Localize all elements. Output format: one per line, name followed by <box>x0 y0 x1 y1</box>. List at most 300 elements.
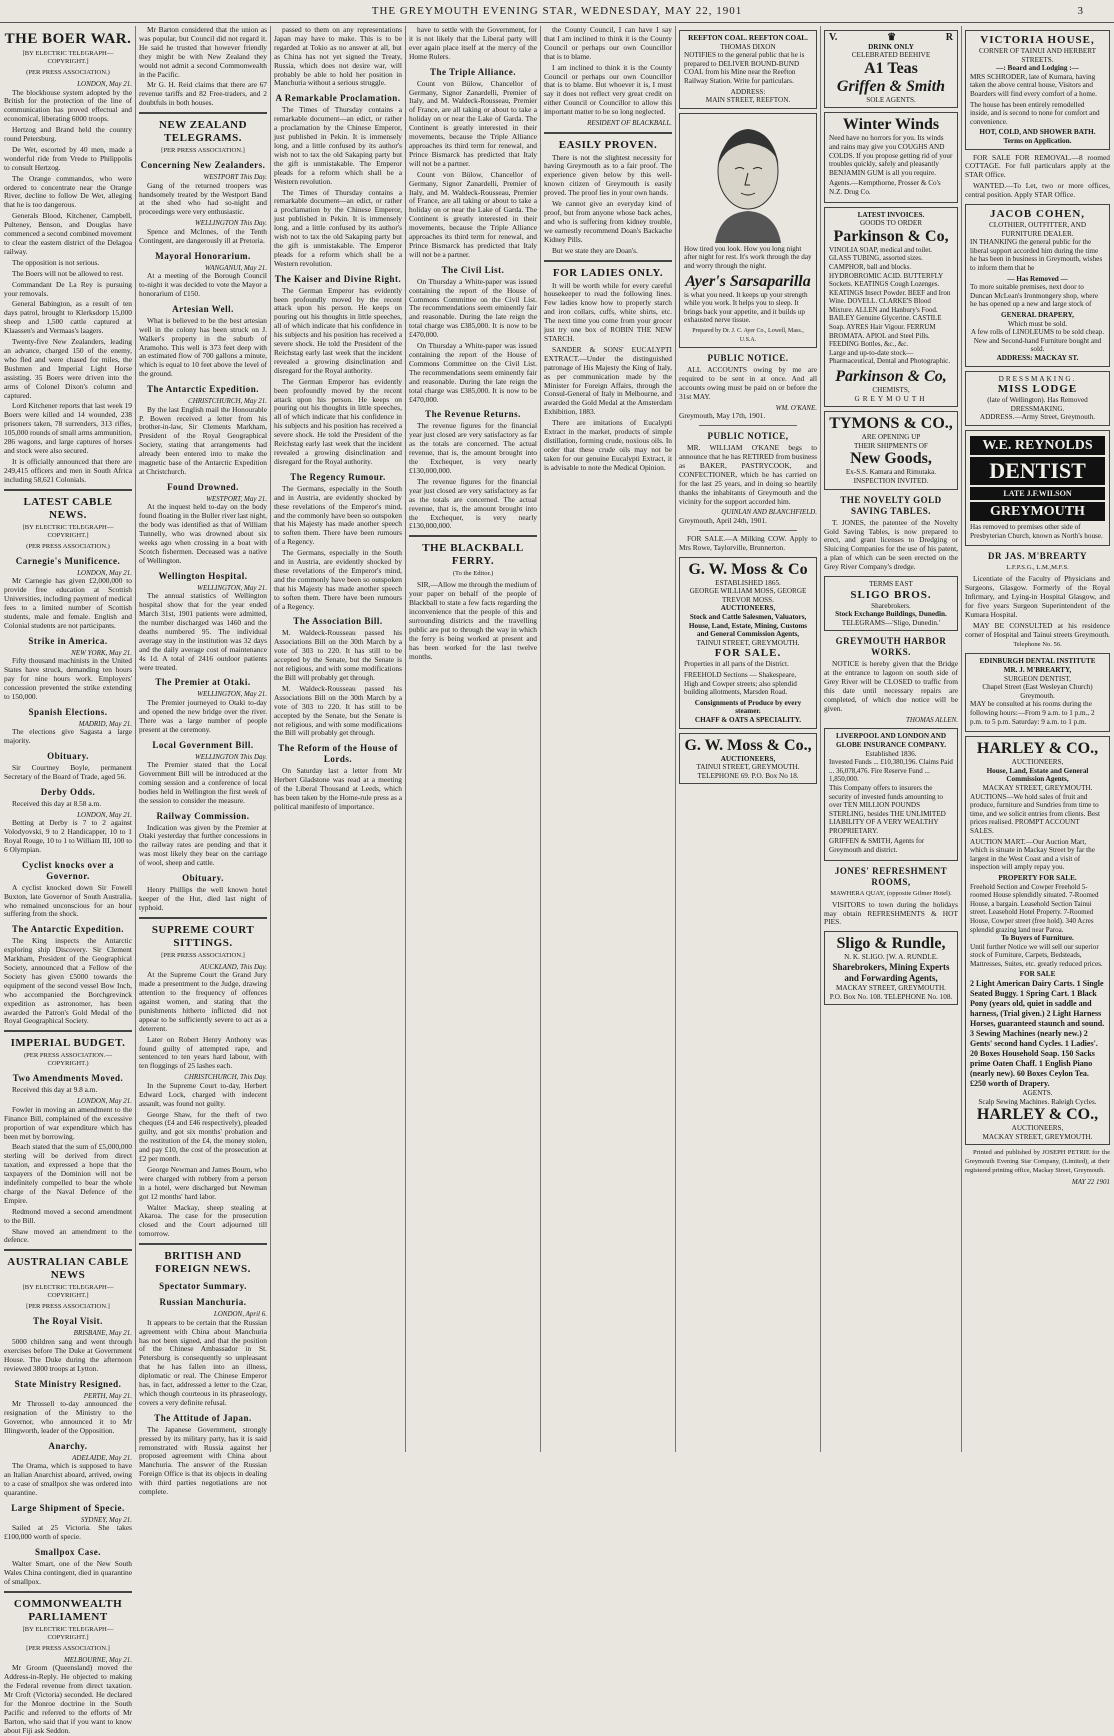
paragraph: In the Supreme Court to-day, Herbert Edward Lock, charged with indecent assault, was found not guilty. <box>139 1080 267 1108</box>
headline-blackball-ferry: THE BLACKBALL FERRY. <box>422 542 524 568</box>
dateline: CHRISTCHURCH, May 21. <box>188 397 267 406</box>
paragraph: The Germans, especially in the South and in Austria, are evidently shocked by these revelations of the Emperor's mind, and the commonly have been so outspoken that his Majesty has made another speech to soften them. There have been rumours of a Regency. <box>274 548 402 611</box>
dateline: WELLINGTON, May 21. <box>197 690 267 699</box>
subhead: The Association Bill. <box>293 616 383 627</box>
paragraph: The Orama, which is supposed to have an Italian Anarchist aboard, arrived, owing to a case of smallpox she was ordered into quarantine. <box>4 1461 132 1497</box>
notice-title: THE NOVELTY GOLD SAVING TABLES. <box>840 494 942 516</box>
column-7 <box>824 26 958 1452</box>
ad-text: FREEHOLD Sections — Shakespeare, High and Cowper streets; also splendid building allotments, Marsden Road. <box>684 671 797 697</box>
paragraph: There are imitations of Eucalypti Extract in the market, products of simple distillation, forming crude, noxious oils. In order that these crude oils may not be taken for our genuine Eucalypti Extract, it is advisable to note the Medical Opinion. <box>544 418 672 472</box>
paragraph: The Boers will not be allowed to rest. <box>12 268 124 278</box>
paragraph: De Wet, escorted by 40 men, made a wonderful ride from Vrede to Philippolis to consult Hertzog. <box>4 144 132 172</box>
ad-text: — Has Removed — <box>1007 274 1068 283</box>
ad-text: SOLE AGENTS. <box>866 95 916 104</box>
dateline: ADELAIDE, May 21. <box>72 1453 132 1462</box>
notice-title: JONES' REFRESHMENT ROOMS, <box>834 865 948 887</box>
ad-jacob-cohen <box>965 204 1110 367</box>
byline: [BY ELECTRIC TELEGRAPH—COPYRIGHT.] <box>22 50 114 65</box>
ad-text: AUCTIONEERS, <box>1011 758 1064 767</box>
ad-text: Ex-S.S. Kamara and Rimutaka. <box>845 468 937 477</box>
paragraph: We cannot give an everyday kind of proof, but from anyone whose back aches, and who is suffering from kidney trouble, we earnestly recommend Doan's Backache Kidney Pills. <box>544 199 672 244</box>
ad-text: FOR SALE <box>1019 970 1056 979</box>
ad-text: CHEMISTS, <box>872 386 910 395</box>
paragraph: Beach stated that the sum of £5,000,000 sterling will be derived from direct taxation, and expressed a hope that the taxpayers of the Dominion will not be indefinitely compelled to bear the whole charge of the Naval Defence of the Empire. <box>4 1142 132 1205</box>
dateline: LONDON, May 21. <box>77 568 132 577</box>
paragraph: SIR,—Allow me through the medium of your paper on behalf of the people of Blackball to state a few facts regarding the inconvenience that the people of this and surrounding districts and the travelling public are put to through the way in which the ferry is being worked at present and has been worked for the last twelve months. <box>409 580 537 661</box>
ad-text: New and Second-hand Furniture bought and sold. <box>973 336 1102 354</box>
ad-text: Stock and Cattle Salesmen, Valuators, House, Land, Estate, Mining, Customs and General Commission Agents, <box>688 613 808 639</box>
subhead: Concerning New Zealanders. <box>140 160 266 171</box>
royal-cipher <box>829 34 953 43</box>
ad-liverpool-insurance <box>824 728 958 860</box>
subhead: The Premier at Otaki. <box>155 677 251 688</box>
signature: QUINLAN AND BLANCHFIELD. <box>721 508 817 517</box>
ad-title: W.E. REYNOLDS <box>970 436 1105 455</box>
paragraph: the County Council, I can have I say that I am inclined to think it is the County Council or perhaps our own Councillor that is to blame. <box>544 25 672 61</box>
ad-title: VICTORIA HOUSE, <box>980 34 1095 46</box>
paragraph: Later on Robert Henry Anthony was found guilty of attempted rape, and sentenced to ten years hard labour, with ten floggings of 25 lashes each. <box>139 1034 267 1071</box>
ad-text: PROPERTY FOR SALE. <box>998 873 1077 882</box>
divider <box>409 535 537 537</box>
headline-boer-war: THE BOER WAR. <box>4 31 132 47</box>
ad-text: MACKAY STREET, GREYMOUTH. <box>982 784 1093 792</box>
subhead: Carnegie's Munificence. <box>15 555 121 566</box>
ad-text: Properties in all parts of the District. <box>684 660 789 669</box>
ad-subtitle: FOR SALE. <box>714 647 782 660</box>
ad-title: HARLEY & CO., <box>976 740 1099 758</box>
signature: THOMAS ALLEN. <box>906 715 958 724</box>
dateline: WELLINGTON This Day. <box>194 219 267 228</box>
column-rule <box>540 26 541 1452</box>
paragraph: The Japanese Government, strongly pressed by its military party, has it is said remonstrated with Russia against her proposed agreement with China about Manchuria. The answer of the Russian Foreign Office is that its objects in dealing with third parties negotiations are not complete. <box>139 1424 267 1497</box>
subhead: Wellington Hospital. <box>158 570 248 581</box>
dateline: WESTPORT, May 21. <box>206 494 267 503</box>
paragraph: Count von Bülow, Chancellor of Germany, Signor Zanardelli, Premier of Italy, and M. Waldeck-Rousseau, Premier of France, are all taking or about to take a holiday on or near the Lake of Garda. The Continent is greatly interested in their movements, because the Triple Alliance approaches its third term for renewal, and Prince Bismarck has predicted that Italy will not be a partner. <box>409 169 537 259</box>
paragraph: The revenue figures for the financial year just closed are very satisfactory as far as the totals are concerned. The actual revenue, that is, the amount brought into the Exchequer, is very nearly £130,000,000. <box>409 421 537 475</box>
ad-text: GREYMOUTH <box>970 502 1105 521</box>
subhead: The Reform of the House of Lords. <box>278 743 398 765</box>
subhead: State Ministry Resigned. <box>14 1378 122 1389</box>
ad-text: Chapel Street (East Wesleyan Church) Greymouth. <box>982 683 1093 700</box>
masthead-title: THE GREYMOUTH EVENING STAR, WEDNESDAY, MAY 22, 1901 <box>371 5 743 17</box>
ad-text: ARE OPENING UP <box>861 433 921 442</box>
ad-text: DRINK ONLY <box>868 42 914 51</box>
crown-icon: ♛ <box>887 32 897 43</box>
ad-text: MR. J. M'BREARTY, <box>1003 666 1072 675</box>
paragraph: The revenue figures for the financial year just closed are very satisfactory as far as the totals are concerned. The actual revenue, that is, the amount brought into the Exchequer, is very nearly £130,000,000. <box>409 476 537 531</box>
qualifications: L.F.P.S.G., L.M.,M.F.S. <box>1006 564 1069 572</box>
column-rule <box>270 26 271 1452</box>
dateline: WESTPORT This Day. <box>203 173 267 182</box>
paragraph: Mr Barton considered that the union as was popular, but Council did not regard it. He said he trusted that however friendly they might be with New Zealand they would not admit a second Commonwealth in the Pacific. <box>139 25 267 79</box>
ad-text: LATE J.F.WILSON <box>970 487 1105 500</box>
ad-text: MRS SCHRODER, late of Kumara, having taken the above central house, Visitors and Boarders will find every comfort of a home. <box>970 72 1097 98</box>
paragraph: At a meeting of the Borough Council to-night it was decided to vote the Mayor a honorarium of £150. <box>139 271 267 298</box>
headline-nz-telegrams: NEW ZEALAND TELEGRAMS. <box>158 119 248 145</box>
woman-portrait-illustration <box>705 121 791 243</box>
column-rule <box>675 26 676 1452</box>
ad-text: AUCTIONEERS, <box>720 754 776 763</box>
paragraph: VISITORS to town during the holidays may obtain REFRESHMENTS & HOT PIES. <box>824 899 958 927</box>
dateline: LONDON, May 21. <box>77 810 132 819</box>
ad-title: G. W. Moss & Co <box>688 560 808 578</box>
ad-title: HARLEY & CO., <box>976 1106 1099 1124</box>
paragraph: George Newman and James Bourn, who were charged with robbery from a person in a hotel, were discharged but Newman got 12 months' hard labor. <box>139 1164 267 1201</box>
ad-title: MISS LODGE <box>997 383 1078 396</box>
subhead: The Kaiser and Divine Right. <box>274 273 402 284</box>
paragraph: 5000 children sang and went through exercises before The Duke at Government House. The Duke during the afternoon reviewed 3800 troops at Lytton. <box>4 1336 132 1373</box>
ad-text: GRIFFEN & SMITH, Agents for Greymouth and district. <box>829 837 925 855</box>
paragraph: Fowler in moving an amendment to the Finance Bill, complained of the excessive proportion of war expenditure which has been met by borrowing. <box>4 1104 132 1141</box>
paragraph: FOR SALE.—A Milking COW. Apply to Mrs Rowe, Taylorville, Brunnerton. <box>679 533 817 552</box>
subhead: Smallpox Case. <box>34 1547 101 1558</box>
subhead: Spanish Elections. <box>28 706 108 717</box>
ad-text: ADDRESS.—Army Street, Greymouth. <box>979 413 1096 422</box>
ad-harley <box>965 736 1110 1145</box>
paragraph: Mr Groom (Queensland) moved the Address-in-Reply. He objected to making the Federal revenue from direct taxation. Mr Croft (Victoria) seconded. He declared for the Monroe doctrine in the South Pacific and referred to the efforts of Mr Barton, who said that if you want to know about Fiji ask Seddon. <box>4 1663 132 1735</box>
paragraph: I am inclined to think it is the County Council or perhaps our own Councillor that is to blame. But whoever it is, I must say it does not reflect very great credit on either Council or Councillor to allow this important matter to be so long neglected. <box>544 62 672 117</box>
ad-winter-winds <box>824 112 958 202</box>
ad-text: TERMS EAST <box>869 580 913 589</box>
ad-title: Ayer's Sarsaparilla <box>685 272 811 290</box>
column-6 <box>679 26 817 1452</box>
ad-title: JACOB COHEN, <box>989 208 1086 221</box>
ad-text: SURGEON DENTIST, <box>1004 674 1071 683</box>
ad-name: THOMAS DIXON <box>720 42 776 51</box>
ad-text: TELEPHONE 69. P.O. Box No 18. <box>697 771 799 780</box>
paragraph: M. Waldeck-Rousseau passed his Associations Bill on the 30th March by a vote of 303 to 220. It has still to be accepted by the Senate, but the Senate is not religious, and with some modifications the Bill will probably get through. <box>274 683 402 738</box>
dateline: MADRID, May 21. <box>78 719 132 728</box>
ad-text: To more suitable premises, next door to Duncan McLean's Ironmongery shop, where he has opened up a new and large stock of <box>970 283 1099 309</box>
paragraph: have to settle with the Government, for it is not likely that the Liberal party will ever again place itself at the mercy of the Home Rulers. <box>409 25 537 61</box>
ad-title: Winter Winds <box>842 116 940 134</box>
paragraph: SANDER & SONS' EUCALYPTI EXTRACT.—Under the distinguished patronage of His Majesty the King of Italy, as per communication made by the Minister for Foreign Affairs, through the Consul-General of Italy in Melbourne, and awarded the Gold Medal at the Amsterdam Exhibition, 1883. <box>544 344 672 417</box>
ad-sligo-bros <box>824 576 958 631</box>
cipher-letter: V. <box>829 32 838 43</box>
sale-list: 2 Light American Dairy Carts. 1 Single Seated Buggy. 1 Spring Cart. 1 Black Pony (years old, quiet in saddle and harness, (Trial given.) 2 Light Harness Horses, guaranteed staunch and sound. 3 Sewing Machines (nearly new.) 2 Gents' second hand Cycles. 1 Ladies'. 20 Boxes Household Soap. 150 Sacks prime Oaten Chaff. 1 English Piano (nearly new). 60 Boxes Ceylon Tea. £250 worth of Drapery. <box>970 979 1105 1089</box>
column-2 <box>139 25 267 1497</box>
ad-text: AUCTIONEERS, <box>720 604 776 613</box>
paragraph: Mr G. H. Reid claims that there are 67 revenue tariffs and 82 Free-traders, and 2 doubtfuls in both houses. <box>139 80 267 108</box>
dateline: LONDON, April 6. <box>213 1310 267 1319</box>
paragraph: Lord Kitchener reports that last week 19 Boers were killed and 14 wounded, 238 prisoners taken, 78 surrenders, 313 rifles, 105,000 rounds of small arms ammunition, 286 wagons, and large captures of horses and stock were also secured. <box>4 401 132 455</box>
paragraph: It is officially announced that there are 249,415 officers and men in South Africa including 58,621 Colonials. <box>4 456 132 484</box>
ad-text: IN THANKING the general public for the liberal support accorded him during the time he has been in business in Greymouth, wishes to inform them that he <box>970 238 1103 273</box>
subhead: Obituary. <box>182 873 224 884</box>
paragraph: Licentiate of the Faculty of Physicians and Surgeons, Glasgow. Formerly of the Royal Infirmary, and Lying-in Hospital Glasgow, and for five years Surgeon Superintendent of the Kumara Hospital. <box>965 574 1110 619</box>
headline-commonwealth: COMMONWEALTH PARLIAMENT <box>13 1597 123 1623</box>
imprint-date: MAY 22 1901 <box>1071 1178 1110 1187</box>
ad-text: CORNER OF TAINUI AND HERBERT STREETS. <box>978 47 1097 64</box>
byline: [PER PRESS ASSOCIATION.] <box>161 147 245 155</box>
notice-title: PUBLIC NOTICE. <box>707 353 789 364</box>
column-8 <box>965 26 1110 1452</box>
ad-text: This Company offers to insurers the security of invested funds amounting to over TEN MILLION POUNDS STERLING, besides THE UNLIMITED LIABILITY OF A VERY WEALTHY PROPRIETARY. <box>829 783 946 835</box>
paragraph: At the inquest held to-day on the body found floating in the Buller river last night, the body was identified as that of William Tunnelly, who was drowned about six weeks ago when crossing in a boat with Scotch fishermen. Deceased was a native of Wellington. <box>139 502 267 565</box>
dateline: MELBOURNE, May 21. <box>63 1655 132 1664</box>
ad-text: Established 1836. <box>865 749 917 758</box>
paragraph: Twenty-five New Zealanders, leading an advance, charged 150 of the enemy, who fled and were chased for miles, the Bushmen and Imperial Light Horse assisting. 35 Boers were driven into the arms of Colonel Dixon's column and captured. <box>4 337 132 400</box>
divider <box>544 132 672 134</box>
dateline: LONDON, May 21. <box>77 80 132 88</box>
paragraph: The Orange commandos, who were ordered to concentrate near the Orange River, decline to follow De Wet, alleging that he is too dangerous. <box>4 173 132 210</box>
ad-text: MACKAY STREET, GREYMOUTH. <box>836 983 946 992</box>
dateline: WELLINGTON, May 21. <box>197 583 267 592</box>
paragraph: Mr Carnegie has given £2,000,000 to provide free education at Scottish Universities, including payment of medical fees to a limited number of Scottish students, male and female. English and Colonial students are not participants. <box>4 576 132 630</box>
subhead: Local Government Bill. <box>152 739 254 750</box>
subhead: Railway Commission. <box>156 810 250 821</box>
ad-text: LATEST INVOICES. <box>857 210 925 219</box>
ad-title: Parkinson & Co, <box>833 227 949 245</box>
dateline: PERTH, May 21. <box>83 1391 132 1400</box>
ad-text: INSPECTION INVITED. <box>853 477 929 485</box>
ad-title: Parkinson & Co, <box>835 368 947 386</box>
ad-title: SLIGO BROS. <box>850 588 932 601</box>
column-1 <box>4 26 132 1735</box>
subhead: Mayoral Honorarium. <box>155 250 251 261</box>
ad-reynolds-dentist <box>965 430 1110 546</box>
headline-british-foreign: BRITISH AND FOREIGN NEWS. <box>155 1250 251 1276</box>
ad-text: Stock Exchange Buildings, Dunedin. <box>835 610 947 619</box>
product-list: VINOLIA SOAP, medical and toilet. GLASS TUBING, assorted sizes. CAMPHOR, ball and blocks. HYDROBROMIC ACID. BUTTERFLY Sockets. KEATINGS Cough Lozenges. KEATINGS Insect Powder. BEEF and Iron Wine. DOVELL. CLARKE'S Blood Mixture. ALLEN and Hanbury's Food. BAILEY Genuine Glycerine. CASTILE Soap. AYRES Hair Vigour. FERRUM BROMATA. APIOL and Steel Pills. FEEDING Bottles, &c., &c. <box>829 245 951 349</box>
subhead: The Regency Rumour. <box>290 471 386 482</box>
ad-text: is what you need. It keeps up your strength while you work. It helps you to sleep. It brings back your appetite, and it builds up exhausted nerve tissue. <box>684 290 808 325</box>
ad-text: GEORGE WILLIAM MOSS, GEORGE TREVOR MOSS. <box>689 587 807 604</box>
ad-text: AUCTIONEERS, <box>1011 1124 1064 1133</box>
divider <box>4 489 132 491</box>
column-rule <box>820 26 821 1452</box>
paragraph: There is not the slightest necessity for having Greymouth as to a fair proof. The experience given below by this well-known citizen of Greymouth is easily proved. The proof lies in your own hands. <box>544 152 672 198</box>
divider <box>699 530 797 531</box>
paragraph: The King inspects the Antarctic exploring ship Discovery. Sir Clement Markham, President of the Geographical Society, announced that a Fellow of the Society has given £5000 towards the equipment of the second vessel Bow Inch, who accompanied the Borchgrevinck expedition as astronomer, has been awarded the Patron's Gold Medal of the Royal Geographical Society. <box>4 936 132 1026</box>
ad-victoria-house <box>965 30 1110 150</box>
page-number: 3 <box>1077 5 1084 17</box>
ad-title: EDINBURGH DENTAL INSTITUTE <box>979 657 1096 666</box>
ad-text: A few rolls of LINOLEUMS to be sold cheap. <box>970 328 1105 337</box>
dateline: Greymouth, May 17th, 1901. <box>679 411 766 421</box>
headline-imperial-budget: IMPERIAL BUDGET. <box>10 1037 126 1050</box>
subhead: A Remarkable Proclamation. <box>275 93 401 104</box>
paragraph: General Babington, as a result of ten days patrol, brought to Klerksdorp 15,000 sheep and 1,500 cattle captured at Klaassen's and Vermaas's laagers. <box>4 299 132 336</box>
ad-text: GREYMOUTH <box>854 394 928 403</box>
paragraph: On Saturday last a letter from Mr Herbert Gladstone was read at a meeting of the Liberal Thousand at Leeds, which has been taken by the Home-rule press as a political manifesto of importance. <box>274 766 402 811</box>
dateline: AUCKLAND, This Day. <box>200 962 267 971</box>
ad-text: GOODS TO ORDER <box>859 219 923 228</box>
subhead: Artesian Well. <box>172 303 234 314</box>
paragraph: A cyclist knocked down Sir Fowell Buxton, late Governor of South Australia, who remained unconscious for an hour suffering from the shock. <box>4 882 132 919</box>
subhead: The Antarctic Expedition. <box>146 384 260 395</box>
column-rule <box>405 26 406 1452</box>
ad-text: Which must be sold. <box>1007 319 1068 328</box>
ad-text: Need have no horrors for you. Its winds and rains may give you COUGHS AND COLDS. If you propose getting rid of your troubles quickly, safely and pleasantly BENJAMIN GUM is all you require. <box>829 134 953 177</box>
paragraph: The annual statistics of Wellington hospital show that for the year ended March 31st, 1901 patients were admitted, the number discharged was 1460 and the deaths numbered 95. The individual average stay in the institution was 32 days and the daily average cost of maintenance 4s 1d. A total of 2416 outdoor patients were treated. <box>139 591 267 672</box>
byline: (PER PRESS ASSOCIATION.—COPYRIGHT.) <box>23 1052 113 1068</box>
byline: (PER PRESS ASSOCIATION.) <box>26 542 110 550</box>
column-rule <box>135 26 136 1452</box>
subhead: The Attitude of Japan. <box>154 1412 252 1423</box>
paragraph: But we state they are Doan's. <box>552 245 638 255</box>
paragraph: Spence and McInnes, of the Tenth Contingent, are dangerously ill at Pretoria. <box>139 226 267 245</box>
ad-title: New Goods, <box>850 450 932 468</box>
dateline: NEW YORK, May 21. <box>71 648 132 657</box>
subhead: The Royal Visit. <box>33 1316 103 1327</box>
ad-text: House, Land, Estate and General Commission Agents, <box>986 766 1089 784</box>
ad-text: TAINUI STREET, GREYMOUTH. <box>696 763 800 772</box>
subhead: Derby Odds. <box>40 786 96 797</box>
paragraph: The German Emperor has evidently been profoundly moved by the recent attack upon his person. He keeps on pouring out his thoughts in little speeches, all of which indicate that his confidence in his subjects and his position has received a severe shock. He told the President of the Reichstag early last week that the incident revealed a growing disinclination and disregard for the Royal authority. <box>274 376 402 466</box>
paragraph: Mr Throssell to-day announced the resignation of the Ministry to the Governor, who announced it to Mr Illingworth, leader of the Opposition. <box>4 1399 132 1435</box>
signature: RESIDENT OF BLACKBALL. <box>587 119 672 128</box>
ad-text: N. K. SLIGO. [W. A. RUNDLE. <box>844 953 938 962</box>
paragraph: Hertzog and Brand held the country round Petersburg. <box>4 125 132 144</box>
ad-text: TELEGRAMS—'Sligo, Dunedin.' <box>841 618 941 627</box>
subhead: The Triple Alliance. <box>430 66 516 77</box>
ad-gw-moss <box>679 557 817 729</box>
paragraph: On Thursday a White-paper was issued containing the report of the House of Commons Committee on the Civil List. The recommendations seem eminently fair and reasonable. During the late reign the total charge was £385,000. It is now to be £470,000. <box>409 276 537 340</box>
address: MAWHERA QUAY, (opposite Gilmer Hotel). <box>830 889 952 897</box>
paragraph: The Premier stated that the Local Government Bill will be introduced at the coming session and a conference of local bodies held in Wellington the first week of the session to consider the measure. <box>139 760 267 805</box>
dateline: WANGANUI, May 21. <box>204 263 267 272</box>
subhead: Cyclist knocks over a Governor. <box>21 859 115 881</box>
subhead: The Antarctic Expedition. <box>11 924 125 935</box>
divider <box>544 260 672 262</box>
paragraph: Gang of the returned troopers was handsomely treated by the Westport Band at the shed who had so-night and proceedings were very enthusiastic. <box>139 180 267 217</box>
byline: (To the Editor.) <box>452 570 494 578</box>
column-3 <box>274 26 402 1452</box>
headline-easily-proven: EASILY PROVEN. <box>558 138 658 151</box>
byline: [PER PRESS ASSOCIATION.] <box>26 1303 110 1311</box>
paragraph: The Premier journeyed to Otaki to-day and opened the new bridge over the river. There was a large number of people present at the ceremony. <box>139 697 267 734</box>
paragraph: passed to them on any representations Japan may have to make. This is to be regarded at Tokio as no answer at all, but as China has not yet signed the Treaty, Russia, which does not desire war, will probably be able to hold her position in Manchuria without a serious struggle. <box>274 25 402 88</box>
divider <box>4 1591 132 1593</box>
paragraph: Received this day at 8.58 a.m. <box>12 798 102 808</box>
headline-australian-cable: AUSTRALIAN CABLE NEWS <box>7 1256 129 1282</box>
ad-footnote: Prepared by Dr. J. C. Ayer Co., Lowell, Mass., U.S.A. <box>692 327 804 343</box>
dateline: Greymouth, April 24th, 1901. <box>679 515 767 525</box>
subhead: Russian Manchuria. <box>159 1297 247 1308</box>
ad-text: Scalp Sewing Machines. Raleigh Cycles. <box>978 1097 1097 1106</box>
ad-text: Sharebrokers. <box>871 601 911 610</box>
masthead <box>0 0 1114 23</box>
paragraph: ALL ACCOUNTS owing by me are required to be sent in at once. And all accounts owing must be paid on or before the 31st MAY. <box>679 365 817 401</box>
subhead: Large Shipment of Specie. <box>11 1502 125 1513</box>
subhead: Anarchy. <box>48 1440 88 1451</box>
subhead: The Revenue Returns. <box>425 409 521 420</box>
ad-reefton-coal <box>679 30 817 109</box>
ad-title: TYMONS & CO., <box>829 415 953 433</box>
notice-title: DR JAS. M'BREARTY <box>988 551 1087 562</box>
ad-text: The house has been entirely remodelled inside, and is second to none for comfort and convenience. <box>970 100 1100 126</box>
ad-text: MAIN STREET, REEFTON. <box>705 96 791 105</box>
paragraph: The Times of Thursday contains a remarkable document—an edict, or rather a proclamation by the Chinese Emperor, just published in Pekin. It is immensely long, and a little confused by its author's wish not to tax the old Sakaping party but the gift is unmistakable. The Emperor pleads for a reform which shall be a Western revolution. <box>274 105 402 186</box>
imprint: Printed and published by JOSEPH PETRIE for the Greymouth Evening Star Company, (Limited), at their registered printing office, Mackay Street, Greymouth. <box>965 1149 1110 1175</box>
ad-text: HOT, COLD, AND SHOWER BATH. Terms on Application. <box>979 128 1096 145</box>
paragraph: The opposition is not serious. <box>12 257 100 267</box>
byline: [BY ELECTRIC TELEGRAPH—COPYRIGHT.] <box>22 1284 114 1300</box>
ad-text: Large and up-to-date stock—Pharmaceutical, Dental and Photographic. <box>829 348 951 366</box>
ad-text: MAY be consulted at his rooms during the following hours:—From 9 a.m. to 1 p.m., 2 p.m. to 5 p.m. Saturday: 9 a.m. to 1 p.m. <box>970 700 1095 726</box>
paragraph: On Thursday a White-paper was issued containing the report of the House of Commons Committee on the Civil List. The recommendations seem eminently fair and reasonable. During the late reign the total charge was £385,000. It is now to be £470,000. <box>409 341 537 404</box>
paragraph: NOTICE is hereby given that the Bridge at the entrance to lagoon on south side of Grey River will be CLOSED to traffic from this date until necessary repairs are completed, of which due notice will be given. <box>824 659 958 713</box>
subhead: Strike in America. <box>28 635 108 646</box>
paragraph: M. Waldeck-Rousseau passed his Associations Bill on the 30th March by a vote of 303 to 220. It has still to be accepted by the Senate, but the Senate is not religious, and with some modifications the Bill will probably get through. <box>274 628 402 682</box>
ad-text: Agents.—Kempthorne, Prosser & Co's N.Z. Drug Co. <box>829 179 941 196</box>
ad-title: REEFTON COAL. REEFTON COAL. <box>688 34 808 42</box>
ad-text: ADDRESS: <box>730 87 766 96</box>
ad-text: (late of Wellington). Has Removed DRESSMAKING. <box>987 396 1088 413</box>
headline-supreme-court: SUPREME COURT SITTINGS. <box>151 923 255 949</box>
paragraph: Redmond moved a second amendment to the Bill. <box>4 1206 132 1225</box>
divider <box>139 112 267 114</box>
ad-ayers-sarsaparilla <box>679 113 817 348</box>
ad-title: Sligo & Rundle, <box>836 935 946 953</box>
ad-title: DENTIST <box>970 457 1105 485</box>
paragraph: Walter Smart, one of the New South Wales China contingent, died in quarantine of smallpox. <box>4 1559 132 1586</box>
cipher-letter: R <box>945 32 953 43</box>
paragraph: What is believed to be the best artesian well in the colony has been struck on J. Walker's property in the suburb of Aramoho. This well is 373 feet deep with an estimated flow of 700 gallons a minute, which is equal to 10 feet above the level of the ground. <box>139 315 267 379</box>
byline: [PER PRESS ASSOCIATION.] <box>161 951 245 959</box>
byline: (PER PRESS ASSOCIATION.) <box>26 69 110 76</box>
paragraph: Sir Courtney Boyle, permanent Secretary of the Board of Trade, aged 56. <box>4 762 132 781</box>
subhead: Spectator Summary. <box>159 1281 247 1292</box>
paragraph: Count von Bülow, Chancellor of Germany, Signor Zanardelli, Premier of Italy, and M. Waldeck-Rousseau, Premier of France, are all taking or about to take a holiday on or near the Lake of Garda. The Continent is greatly interested in their movements, because the Triple Alliance approaches its third term for renewal, and Prince Bismarck has predicted that Italy will not be a partner. <box>409 78 537 168</box>
paragraph: By the last English mail the Honourable P. Bowen received a letter from his brother-in-law, Sir Clements Markham, President of the Royal Geographical Society, stating that arrangements had already been entered into to make the magnetic base of the Antarctic Expedition at Christchurch. <box>139 404 267 476</box>
paragraph: The Germans, especially in the South and in Austria, are evidently shocked by these revelations of the Emperor's mind, and the commonly have been so outspoken that his Majesty has made another speech to soften them. There have been rumours of a Regency. <box>274 483 402 547</box>
paragraph: Received this day at 9.8 a.m. <box>12 1085 98 1095</box>
ad-title: Griffen & Smith <box>836 77 946 95</box>
column-rule <box>961 26 962 1452</box>
paragraph: WANTED.—To Let, two or more offices, central position. Apply STAR Office. <box>965 181 1110 200</box>
paragraph: George Shaw, for the theft of two cheques (£4 and £46 respectively), pleaded guilty, and got six months' probation and the restitution of the £4, the money stolen, and pay £10, the cost of the prosecution at £2 per month. <box>139 1109 267 1164</box>
dateline: LONDON, May 21. <box>77 1097 132 1106</box>
ad-text: P.O. Box No. 108. TELEPHONE No. 108. <box>829 992 953 1001</box>
paragraph: The elections give Sagasta a large majority. <box>4 727 132 745</box>
ad-text: GENERAL DRAPERY, <box>1001 311 1074 319</box>
subhead: Found Drowned. <box>167 481 239 492</box>
paragraph: Walter Mackay, sheep stealing at Akaroa. The case for the prosecution closed and the Court adjourned till tomorrow. <box>139 1202 267 1239</box>
ad-text: CELEBRATED BEEHIVE <box>851 51 931 60</box>
column-5 <box>544 26 672 1452</box>
telephone: Telephone No. 56. <box>1013 641 1062 649</box>
subhead: The Civil List. <box>441 264 505 275</box>
headline-for-ladies: FOR LADIES ONLY. <box>552 266 664 279</box>
paragraph: The Times of Thursday contains a remarkable document—an edict, or rather a proclamation by the Chinese Emperor, just published in Pekin. It is immensely long, and a little confused by its author's wish not to tax the old Sakaping party but the gift is unmistakable. The Emperor pleads for a reform which shall be a Western revolution. <box>274 187 402 268</box>
paragraph: T. JONES, the patentee of the Novelty Gold Saving Tables, is now prepared to erect, and grant licenses to Dredging or Sluicing Companies for the use of his patent, a plan of which can be seen erected on the Grey River Company's dredge. <box>824 517 958 572</box>
ad-text: CLOTHIER, OUTFITTER, AND FURNITURE DEALER. <box>988 221 1087 238</box>
divider <box>4 1249 132 1251</box>
subhead: Obituary. <box>47 750 89 761</box>
paragraph: Indication was given by the Premier at Otaki yesterday that further concessions in the railway rates are pending and that it was most likely they bear on the carriage of wool, sheep and cattle. <box>139 822 267 868</box>
ad-text: AUCTIONS—We hold sales of fruit and produce, furniture and Sundries from time to time, and we solicit entries from clients. Best prices realised. PROMPT ACCOUNT SALES. <box>970 792 1100 835</box>
ad-text: MACKAY STREET, GREYMOUTH. <box>982 1132 1093 1141</box>
ad-text: Invested Funds ... £10,380,196. Claims Paid ... 36,078,476. Fire Reserve Fund ... 1,850,000. <box>829 758 953 784</box>
ad-text: How tired you look. How you long night after night for rest. It's work through the day and worry through the night. <box>684 244 812 270</box>
ad-sligo-rundle <box>824 931 958 1005</box>
paragraph: Sailed at 25 Victoria. She takes £100,000 worth of specie. <box>4 1523 132 1542</box>
ad-text: AUCTION MART.—Our Auction Mart, which is situate in Mackay Street by far the largest in the West Coast and a visit of inspection will amply repay you. <box>970 837 1095 872</box>
divider <box>699 425 797 426</box>
divider <box>139 917 267 919</box>
ad-beehive-teas <box>824 30 958 108</box>
paragraph: Commandant De La Rey is pursuing your removals. <box>4 279 132 298</box>
ad-text: To Buyers of Furniture. <box>1001 934 1074 943</box>
paragraph: It appears to be certain that the Russian agreement with China about Manchuria has not been signed, and that the position of the Chinese Ambassador in St. Petersburg is consequently so unpleasant that he has fallen into an illness, diplomatic or real. The Chinese Emperor has, in fact, addressed a letter to the Czar, which though courteous in its phraseology, covers a very definite refusal. <box>139 1317 267 1407</box>
ad-text: Until further Notice we will sell our superior stock of Furniture, Carpets, Bedsteads, Mattresses, Suites, etc. greatly reduced prices. <box>970 942 1103 968</box>
paragraph: Generals Blood, Kitchener, Campbell, Pulteney, Benson, and Douglas have commenced a second combined movement to clear the eastern district of the Delagoa railway. <box>4 211 132 256</box>
paragraph: MR. WILLIAM O'KANE begs to announce that he has RETIRED from business as BAKER, PASTRYCOOK, and CONFECTIONER, which he has carried on for the last 25 years, and in doing so heartily thanks the inhabitants of Greymouth and the vicinity for the support accorded him. <box>679 443 817 506</box>
ad-text: ESTABLISHED 1865. <box>715 578 781 587</box>
ad-text: CHAFF & OATS A SPECIALITY. <box>694 716 802 724</box>
